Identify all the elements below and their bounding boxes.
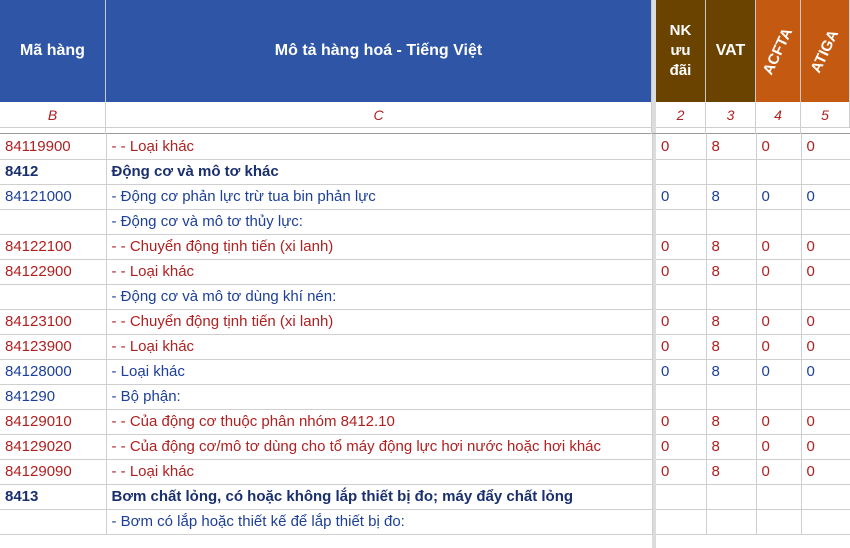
table-row[interactable] [0,384,850,409]
header-ma-hang-label: Mã hàng [20,42,85,59]
header-mo-ta[interactable] [106,0,652,102]
column-letter-b: B [0,102,106,128]
atiga-cell[interactable]: 0 [801,459,850,484]
column-letter-3: 3 [706,102,756,128]
nk-cell[interactable]: 0 [656,309,706,334]
header-atiga-label: ATIGA [807,26,843,76]
vat-cell[interactable]: 8 [706,309,756,334]
atiga-cell[interactable]: 0 [801,134,850,159]
description-cell[interactable]: - - Chuyển động tịnh tiến (xi lanh) [106,234,652,259]
vat-cell[interactable]: 8 [706,459,756,484]
vat-cell[interactable] [706,384,756,409]
header-nk-uu-dai[interactable] [656,0,706,102]
acfta-cell[interactable]: 0 [756,234,801,259]
description-cell[interactable]: - - Loại khác [106,259,652,284]
description-cell[interactable]: - - Loại khác [106,334,652,359]
column-letter-2: 2 [656,102,706,128]
table-row[interactable] [0,459,850,484]
nk-cell[interactable]: 0 [656,359,706,384]
nk-cell[interactable]: 0 [656,409,706,434]
acfta-cell[interactable]: 0 [756,259,801,284]
nk-cell[interactable]: 0 [656,184,706,209]
nk-cell[interactable]: 0 [656,459,706,484]
table-row[interactable] [0,434,850,459]
table-row[interactable] [0,309,850,334]
atiga-cell[interactable]: 0 [801,184,850,209]
header-nk-label [670,21,692,81]
nk-cell[interactable]: 0 [656,134,706,159]
table-row[interactable] [0,359,850,384]
code-cell[interactable] [0,509,106,534]
description-cell[interactable]: - - Của động cơ thuộc phân nhóm 8412.10 [106,409,652,434]
description-cell[interactable]: - Bộ phận: [106,384,652,409]
nk-cell[interactable]: 0 [656,434,706,459]
acfta-cell[interactable]: 0 [756,459,801,484]
code-cell[interactable]: 8412 [0,159,106,184]
column-letter-4: 4 [756,102,801,128]
atiga-cell[interactable] [801,284,850,309]
nk-cell[interactable] [656,384,706,409]
table-row[interactable] [0,284,850,309]
description-cell[interactable]: - Loại khác [106,359,652,384]
description-cell[interactable]: Động cơ và mô tơ khác [106,159,652,184]
code-cell[interactable]: 84119900 [0,134,106,159]
nk-cell[interactable] [656,484,706,509]
acfta-cell[interactable]: 0 [756,359,801,384]
atiga-cell[interactable]: 0 [801,309,850,334]
description-cell[interactable]: - - Của động cơ/mô tơ dùng cho tổ máy động lực hơi nước hoặc hơi khác [106,434,652,459]
description-cell[interactable]: - Bơm có lắp hoặc thiết kế để lắp thiết bị đo: [106,509,652,534]
vat-cell[interactable]: 8 [706,134,756,159]
header-vat-label: VAT [715,42,746,59]
description-cell[interactable]: - - Chuyển động tịnh tiến (xi lanh) [106,309,652,334]
table-row[interactable] [0,409,850,434]
vat-cell[interactable] [706,484,756,509]
table-row[interactable] [0,209,850,234]
acfta-cell[interactable] [756,484,801,509]
code-cell[interactable]: 84129020 [0,434,106,459]
code-cell[interactable]: 841290 [0,384,106,409]
description-cell[interactable]: - Động cơ phản lực trừ tua bin phản lực [106,184,652,209]
description-cell[interactable]: - - Loại khác [106,134,652,159]
vat-cell[interactable]: 8 [706,409,756,434]
nk-cell[interactable]: 0 [656,259,706,284]
atiga-cell[interactable] [801,509,850,534]
nk-cell[interactable]: 0 [656,234,706,259]
code-cell[interactable]: 84129090 [0,459,106,484]
acfta-cell[interactable]: 0 [756,434,801,459]
code-cell[interactable]: 84129010 [0,409,106,434]
vat-cell[interactable]: 8 [706,334,756,359]
vat-cell[interactable]: 8 [706,184,756,209]
acfta-cell[interactable] [756,159,801,184]
table-row[interactable] [0,259,850,284]
atiga-cell[interactable]: 0 [801,359,850,384]
acfta-cell[interactable]: 0 [756,334,801,359]
nk-cell[interactable] [656,284,706,309]
header-atiga[interactable] [801,0,850,102]
code-cell[interactable]: 84123900 [0,334,106,359]
atiga-cell[interactable]: 0 [801,409,850,434]
atiga-cell[interactable] [801,384,850,409]
header-nk-line2: ưu [670,42,691,59]
code-cell[interactable]: 84128000 [0,359,106,384]
table-row[interactable] [0,509,850,534]
nk-cell[interactable] [656,509,706,534]
description-cell[interactable]: - Động cơ và mô tơ thủy lực: [106,209,652,234]
column-letter-5: 5 [801,102,850,128]
code-cell[interactable] [0,209,106,234]
acfta-cell[interactable] [756,509,801,534]
nk-cell[interactable]: 0 [656,334,706,359]
acfta-cell[interactable]: 0 [756,184,801,209]
vat-cell[interactable]: 8 [706,434,756,459]
atiga-cell[interactable] [801,484,850,509]
table-row[interactable] [0,184,850,209]
acfta-cell[interactable] [756,284,801,309]
table-row[interactable] [0,334,850,359]
header-acfta-label: ACFTA [759,24,797,78]
vat-cell[interactable] [706,159,756,184]
atiga-cell[interactable]: 0 [801,334,850,359]
header-nk-line3: đãi [669,62,692,79]
description-cell[interactable]: - - Loại khác [106,459,652,484]
vat-cell[interactable]: 8 [706,234,756,259]
atiga-cell[interactable]: 0 [801,234,850,259]
acfta-cell[interactable] [756,209,801,234]
code-cell[interactable]: 8413 [0,484,106,509]
nk-cell[interactable] [656,159,706,184]
table-row[interactable] [0,484,850,509]
column-letter-c: C [106,102,652,128]
atiga-cell[interactable] [801,209,850,234]
code-cell[interactable]: 84123100 [0,309,106,334]
atiga-cell[interactable]: 0 [801,259,850,284]
header-ma-hang[interactable] [0,0,106,102]
vat-cell[interactable]: 8 [706,259,756,284]
acfta-cell[interactable]: 0 [756,409,801,434]
description-cell[interactable]: - Động cơ và mô tơ dùng khí nén: [106,284,652,309]
table-row[interactable] [0,234,850,259]
code-cell[interactable]: 84121000 [0,184,106,209]
header-vat[interactable] [706,0,756,102]
code-cell[interactable]: 84122900 [0,259,106,284]
table-row[interactable] [0,159,850,184]
header-mo-ta-label: Mô tả hàng hoá - Tiếng Việt [274,42,483,59]
code-cell[interactable]: 84122100 [0,234,106,259]
vat-cell[interactable] [706,209,756,234]
tariff-table [0,134,850,535]
acfta-cell[interactable] [756,384,801,409]
vat-cell[interactable]: 8 [706,359,756,384]
atiga-cell[interactable] [801,159,850,184]
vat-cell[interactable] [706,284,756,309]
description-cell[interactable]: Bơm chất lỏng, có hoặc không lắp thiết bị đo; máy đẩy chất lỏng [106,484,652,509]
acfta-cell[interactable]: 0 [756,134,801,159]
acfta-cell[interactable]: 0 [756,309,801,334]
column-letter-row [0,102,850,128]
header-nk-line1: NK [669,22,692,39]
code-cell[interactable] [0,284,106,309]
nk-cell[interactable] [656,209,706,234]
vat-cell[interactable] [706,509,756,534]
atiga-cell[interactable]: 0 [801,434,850,459]
header-acfta[interactable] [756,0,801,102]
table-row[interactable] [0,134,850,159]
